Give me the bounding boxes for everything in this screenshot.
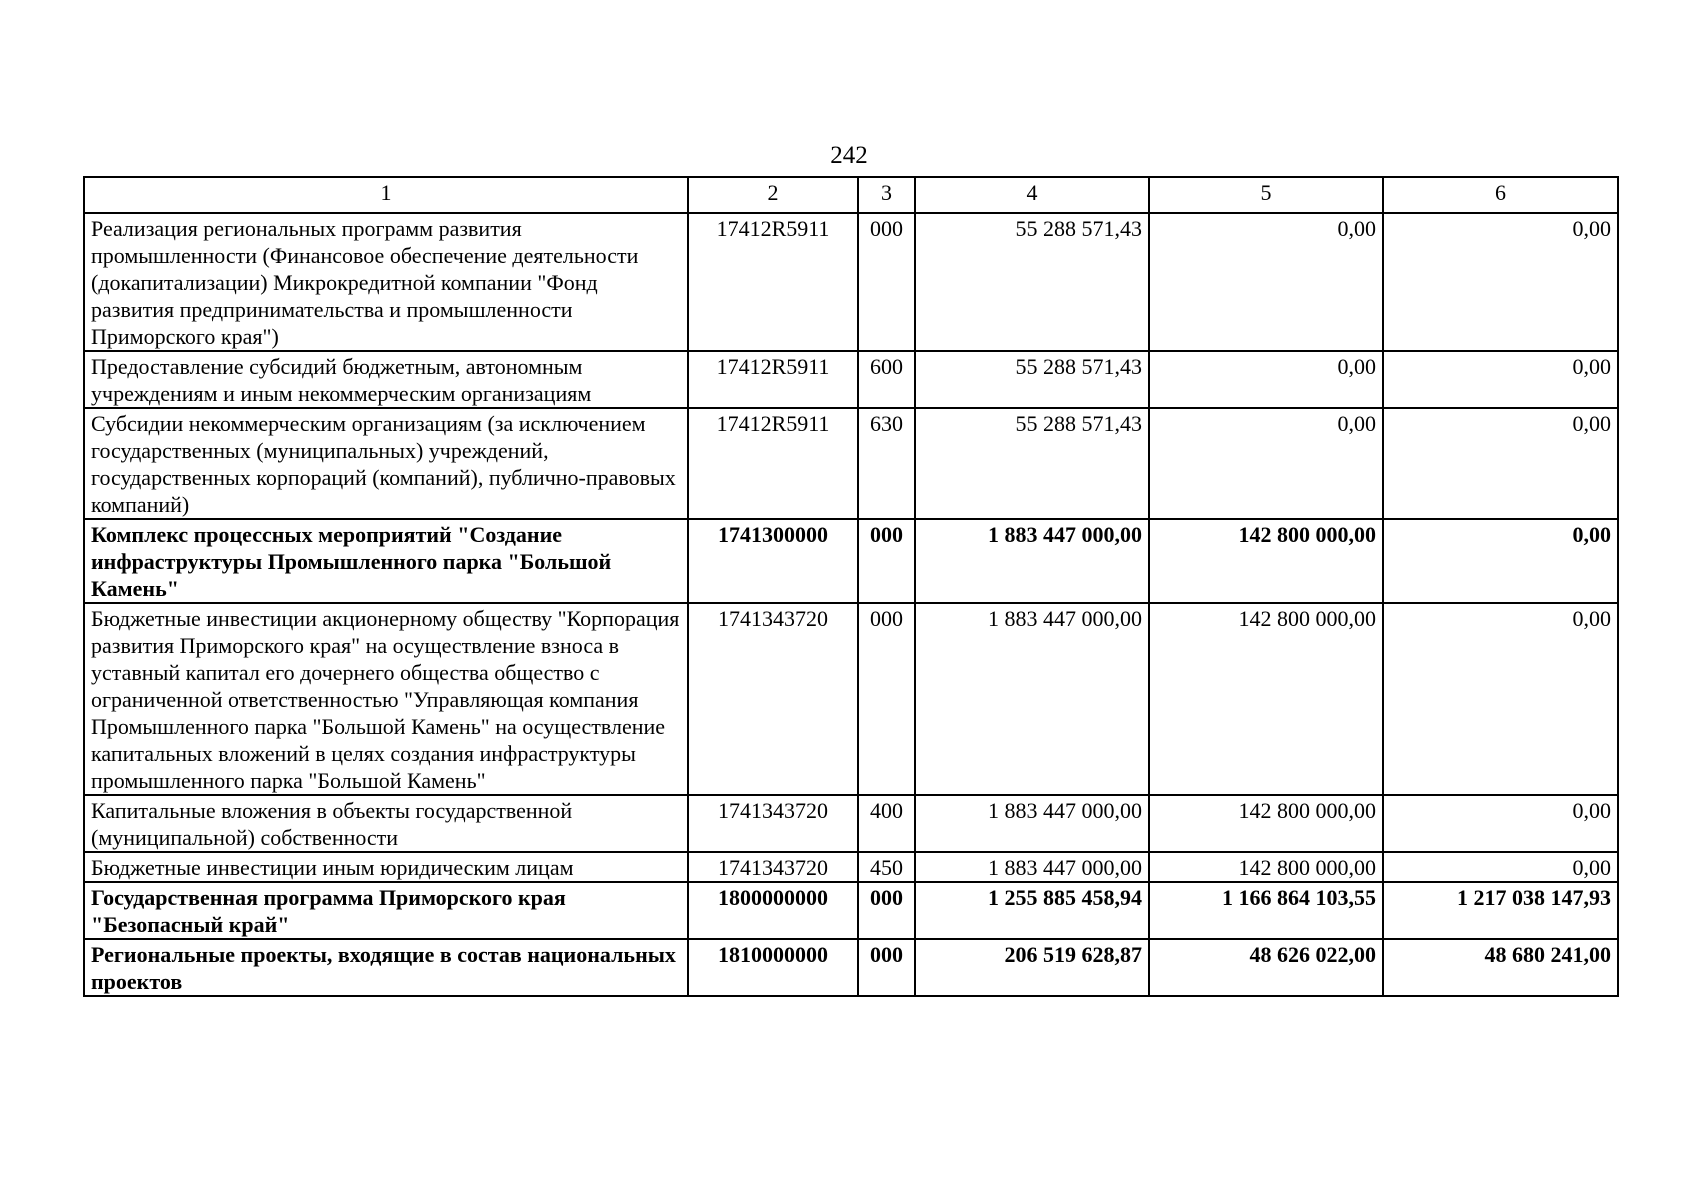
row-name: Региональные проекты, входящие в состав национальных проектов (84, 939, 688, 996)
amount-col-6: 0,00 (1383, 519, 1618, 603)
page-number: 242 (830, 142, 868, 169)
expense-type-code: 000 (858, 882, 915, 939)
row-name: Бюджетные инвестиции акционерному обществу "Корпорация развития Приморского края" на осуществление взноса в уставный капитал его дочернего общества общество с ограниченной ответственностью "Управляющая компания Промышленного парка "Большой Камень" на осуществление капитальных вложений в целях создания инфраструктуры промышленного парка "Большой Камень" (84, 603, 688, 795)
row-name: Субсидии некоммерческим организациям (за исключением государственных (муниципальных) учреждений, государственных корпораций (компаний), публично-правовых компаний) (84, 408, 688, 519)
amount-col-5: 1 166 864 103,55 (1149, 882, 1383, 939)
amount-col-4: 206 519 628,87 (915, 939, 1149, 996)
target-article-code: 17412R5911 (688, 408, 858, 519)
expense-type-code: 630 (858, 408, 915, 519)
amount-col-4: 1 883 447 000,00 (915, 795, 1149, 852)
table-row (84, 882, 1618, 939)
amount-col-6: 48 680 241,00 (1383, 939, 1618, 996)
amount-col-6: 1 217 038 147,93 (1383, 882, 1618, 939)
target-article-code: 1810000000 (688, 939, 858, 996)
table-row (84, 939, 1618, 996)
row-name: Комплекс процессных мероприятий "Создание инфраструктуры Промышленного парка "Большой Камень" (84, 519, 688, 603)
table-row (84, 519, 1618, 603)
table-row (84, 213, 1618, 351)
column-number: 3 (858, 177, 915, 213)
table-row (84, 795, 1618, 852)
table-row (84, 351, 1618, 408)
expense-type-code: 600 (858, 351, 915, 408)
amount-col-4: 55 288 571,43 (915, 351, 1149, 408)
amount-col-4: 1 883 447 000,00 (915, 852, 1149, 882)
amount-col-4: 55 288 571,43 (915, 213, 1149, 351)
amount-col-5: 0,00 (1149, 351, 1383, 408)
budget-table (83, 176, 1619, 997)
amount-col-5: 142 800 000,00 (1149, 852, 1383, 882)
amount-col-4: 55 288 571,43 (915, 408, 1149, 519)
amount-col-5: 0,00 (1149, 213, 1383, 351)
table-row (84, 603, 1618, 795)
amount-col-6: 0,00 (1383, 213, 1618, 351)
expense-type-code: 400 (858, 795, 915, 852)
column-number: 5 (1149, 177, 1383, 213)
amount-col-6: 0,00 (1383, 795, 1618, 852)
table-row (84, 852, 1618, 882)
expense-type-code: 000 (858, 939, 915, 996)
amount-col-5: 48 626 022,00 (1149, 939, 1383, 996)
amount-col-6: 0,00 (1383, 351, 1618, 408)
expense-type-code: 000 (858, 519, 915, 603)
row-name: Бюджетные инвестиции иным юридическим лицам (84, 852, 688, 882)
column-number: 4 (915, 177, 1149, 213)
row-name: Предоставление субсидий бюджетным, автономным учреждениям и иным некоммерческим организациям (84, 351, 688, 408)
table-row (84, 408, 1618, 519)
target-article-code: 1741300000 (688, 519, 858, 603)
amount-col-4: 1 883 447 000,00 (915, 519, 1149, 603)
target-article-code: 17412R5911 (688, 351, 858, 408)
row-name: Реализация региональных программ развития промышленности (Финансовое обеспечение деятельности (докапитализации) Микрокредитной компании "Фонд развития предпринимательства и промышленности Приморского края") (84, 213, 688, 351)
column-number: 6 (1383, 177, 1618, 213)
column-number: 1 (84, 177, 688, 213)
amount-col-5: 142 800 000,00 (1149, 795, 1383, 852)
target-article-code: 1741343720 (688, 795, 858, 852)
row-name: Капитальные вложения в объекты государственной (муниципальной) собственности (84, 795, 688, 852)
amount-col-6: 0,00 (1383, 408, 1618, 519)
target-article-code: 1741343720 (688, 852, 858, 882)
expense-type-code: 000 (858, 603, 915, 795)
amount-col-5: 0,00 (1149, 408, 1383, 519)
column-number-row (84, 177, 1618, 213)
amount-col-5: 142 800 000,00 (1149, 519, 1383, 603)
target-article-code: 1741343720 (688, 603, 858, 795)
amount-col-4: 1 255 885 458,94 (915, 882, 1149, 939)
target-article-code: 1800000000 (688, 882, 858, 939)
amount-col-6: 0,00 (1383, 603, 1618, 795)
expense-type-code: 000 (858, 213, 915, 351)
target-article-code: 17412R5911 (688, 213, 858, 351)
column-number: 2 (688, 177, 858, 213)
amount-col-6: 0,00 (1383, 852, 1618, 882)
amount-col-5: 142 800 000,00 (1149, 603, 1383, 795)
row-name: Государственная программа Приморского края "Безопасный край" (84, 882, 688, 939)
amount-col-4: 1 883 447 000,00 (915, 603, 1149, 795)
expense-type-code: 450 (858, 852, 915, 882)
